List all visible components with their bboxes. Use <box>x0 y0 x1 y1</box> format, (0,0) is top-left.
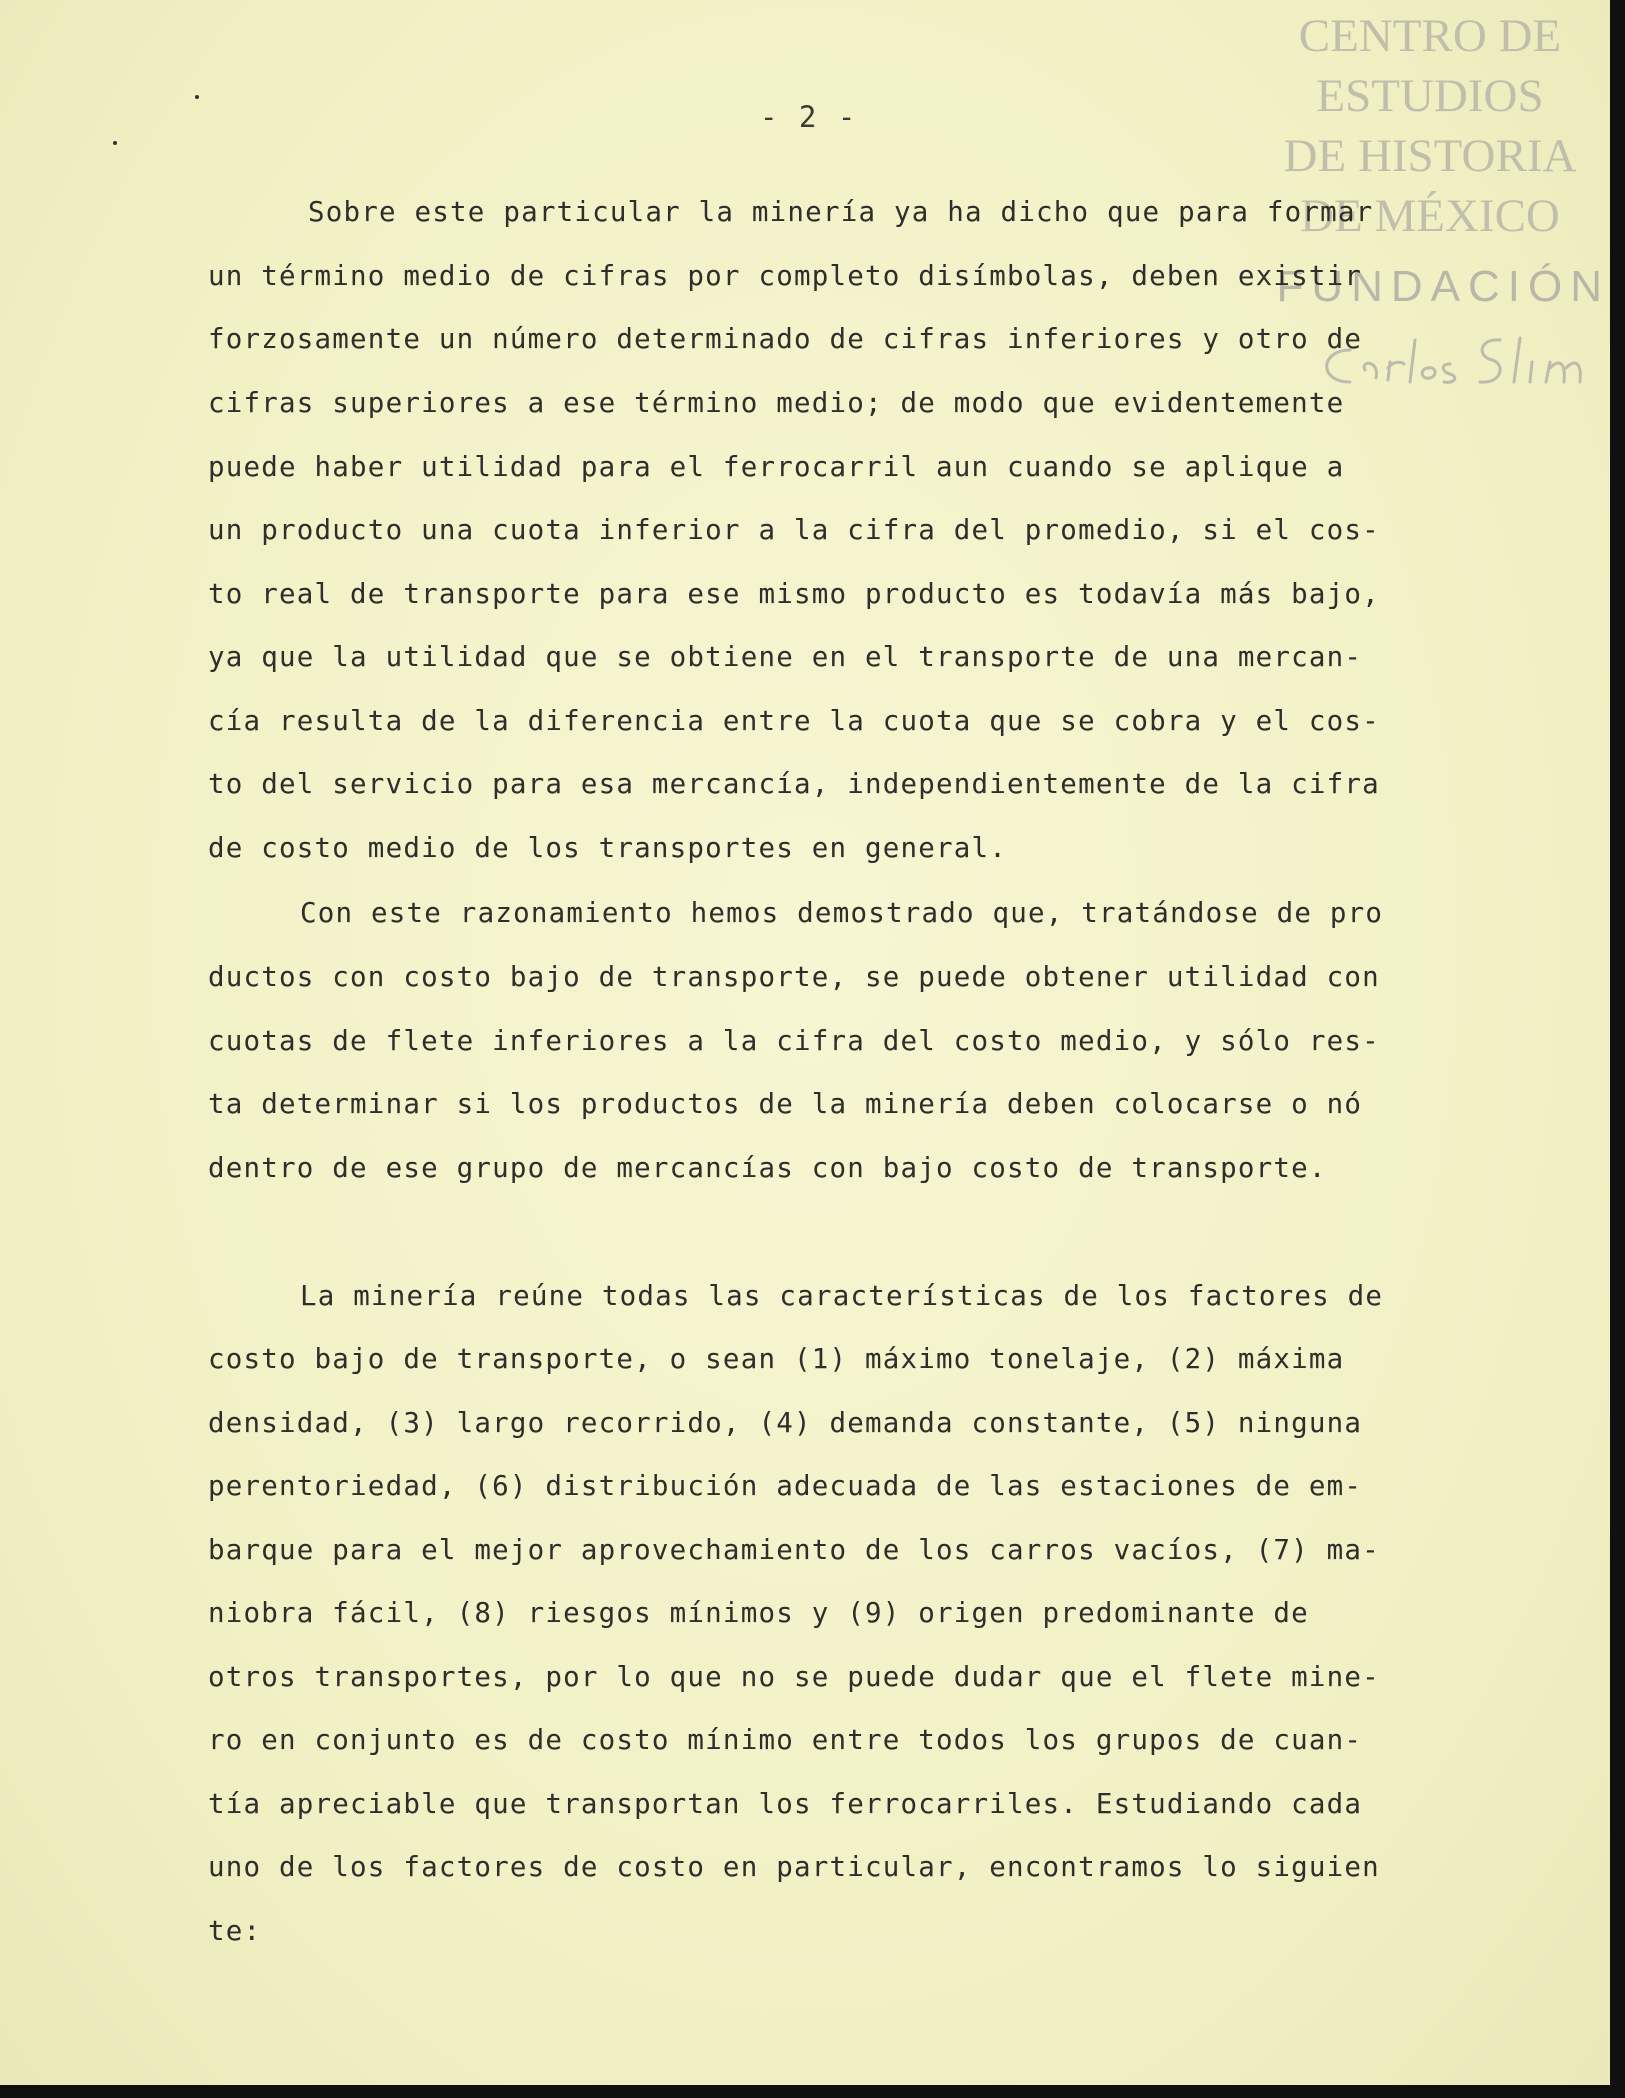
text-line: niobra fácil, (8) riesgos mínimos y (9) origen predominante de <box>208 1597 1309 1629</box>
text-line: ductos con costo bajo de transporte, se puede obtener utilidad con <box>208 961 1380 993</box>
text-line: barque para el mejor aprovechamiento de los carros vacíos, (7) ma- <box>208 1534 1380 1566</box>
text-line: de costo medio de los transportes en general. <box>208 832 1008 864</box>
text-line: cifras superiores a ese término medio; de modo que evidentemente <box>208 387 1345 419</box>
text-line: te: <box>208 1915 262 1947</box>
text-line: forzosamente un número determinado de cifras inferiores y otro de <box>208 323 1363 355</box>
text-line: otros transportes, por lo que no se puede dudar que el flete mine- <box>208 1661 1380 1693</box>
text-line: costo bajo de transporte, o sean (1) máximo tonelaje, (2) máxima <box>208 1343 1345 1375</box>
page-number: - 2 - <box>760 100 858 134</box>
text-line: ya que la utilidad que se obtiene en el transporte de una mercan- <box>208 641 1363 673</box>
text-line: un producto una cuota inferior a la cifra del promedio, si el cos- <box>208 514 1380 546</box>
text-line: perentoriedad, (6) distribución adecuada de las estaciones de em- <box>208 1470 1363 1502</box>
text-line: cuotas de flete inferiores a la cifra del costo medio, y sólo res- <box>208 1025 1380 1057</box>
text-line: puede haber utilidad para el ferrocarril aun cuando se aplique a <box>208 451 1345 483</box>
watermark-line: CENTRO DE <box>1298 10 1562 62</box>
text-line: densidad, (3) largo recorrido, (4) demanda constante, (5) ninguna <box>208 1407 1363 1439</box>
text-line: uno de los factores de costo en particular, encontramos lo siguien <box>208 1851 1380 1883</box>
paper-speck <box>195 95 199 99</box>
text-line: Con este razonamiento hemos demostrado que, tratándose de pro <box>300 897 1384 929</box>
paper-speck <box>113 141 117 145</box>
text-line: dentro de ese grupo de mercancías con bajo costo de transporte. <box>208 1152 1327 1184</box>
watermark-line: DE MÉXICO <box>1300 190 1560 242</box>
text-line: La minería reúne todas las características de los factores de <box>300 1280 1384 1312</box>
text-line: to del servicio para esa mercancía, independientemente de la cifra <box>208 768 1380 800</box>
watermark-line: DE HISTORIA <box>1283 130 1577 182</box>
text-line: ta determinar si los productos de la minería deben colocarse o nó <box>208 1088 1363 1120</box>
text-line: un término medio de cifras por completo disímbolas, deben existir <box>208 260 1363 292</box>
text-line: cía resulta de la diferencia entre la cuota que se cobra y el cos- <box>208 705 1380 737</box>
watermark-line: ESTUDIOS <box>1316 70 1544 122</box>
text-line: ro en conjunto es de costo mínimo entre todos los grupos de cuan- <box>208 1724 1363 1756</box>
watermark-fundacion: FUNDACIÓN <box>1276 262 1610 311</box>
text-line: Sobre este particular la minería ya ha dicho que para formar <box>308 196 1374 228</box>
text-line: to real de transporte para ese mismo producto es todavía más bajo, <box>208 578 1380 610</box>
text-line: tía apreciable que transportan los ferrocarriles. Estudiando cada <box>208 1788 1363 1820</box>
